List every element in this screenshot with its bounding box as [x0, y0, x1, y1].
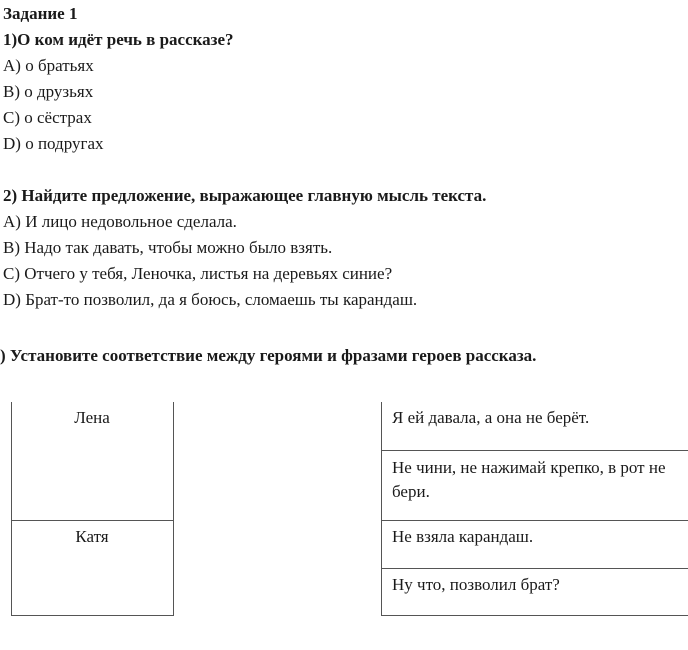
- phrase-cell-2: Не чини, не нажимай крепко, в рот не бери.: [392, 458, 666, 501]
- phrase-cell-1: Я ей давала, а она не берёт.: [392, 408, 590, 427]
- table-right-row-divider-3: [381, 568, 688, 569]
- question-2-text: 2) Найдите предложение, выражающее главную мысль текста.: [3, 186, 487, 205]
- question-1-option-b: B) о друзьях: [3, 82, 94, 101]
- task-title: Задание 1: [3, 4, 78, 23]
- question-2-option-d: D) Брат-то позволил, да я боюсь, сломаешь ты карандаш.: [3, 290, 418, 309]
- hero-cell-katya: Катя: [75, 527, 109, 546]
- phrase-cell-3: Не взяла карандаш.: [392, 527, 534, 546]
- question-1-option-a: A) о братьях: [3, 56, 94, 75]
- question-1-option-c: C) о сёстрах: [3, 108, 92, 127]
- question-2-option-c: C) Отчего у тебя, Леночка, листья на деревьях синие?: [3, 264, 393, 283]
- table-left-row-divider: [11, 520, 174, 521]
- question-2-option-b: B) Надо так давать, чтобы можно было взять.: [3, 238, 333, 257]
- table-left-border: [11, 402, 12, 616]
- question-3-text: ) Установите соответствие между героями и фразами героев рассказа.: [0, 346, 537, 365]
- phrase-cell-4: Ну что, позволил брат?: [392, 575, 560, 594]
- question-1-option-d: D) о подругах: [3, 134, 104, 153]
- question-1-text: 1)О ком идёт речь в рассказе?: [3, 30, 234, 49]
- table-left-bottom-border: [11, 615, 174, 616]
- table-right-bottom-border: [381, 615, 688, 616]
- table-right-row-divider-1: [381, 450, 688, 451]
- table-left-divider: [173, 402, 174, 616]
- hero-cell-lena: Лена: [74, 408, 110, 427]
- table-right-border: [381, 402, 382, 616]
- table-right-row-divider-2: [381, 520, 688, 521]
- question-2-option-a: A) И лицо недовольное сделала.: [3, 212, 237, 231]
